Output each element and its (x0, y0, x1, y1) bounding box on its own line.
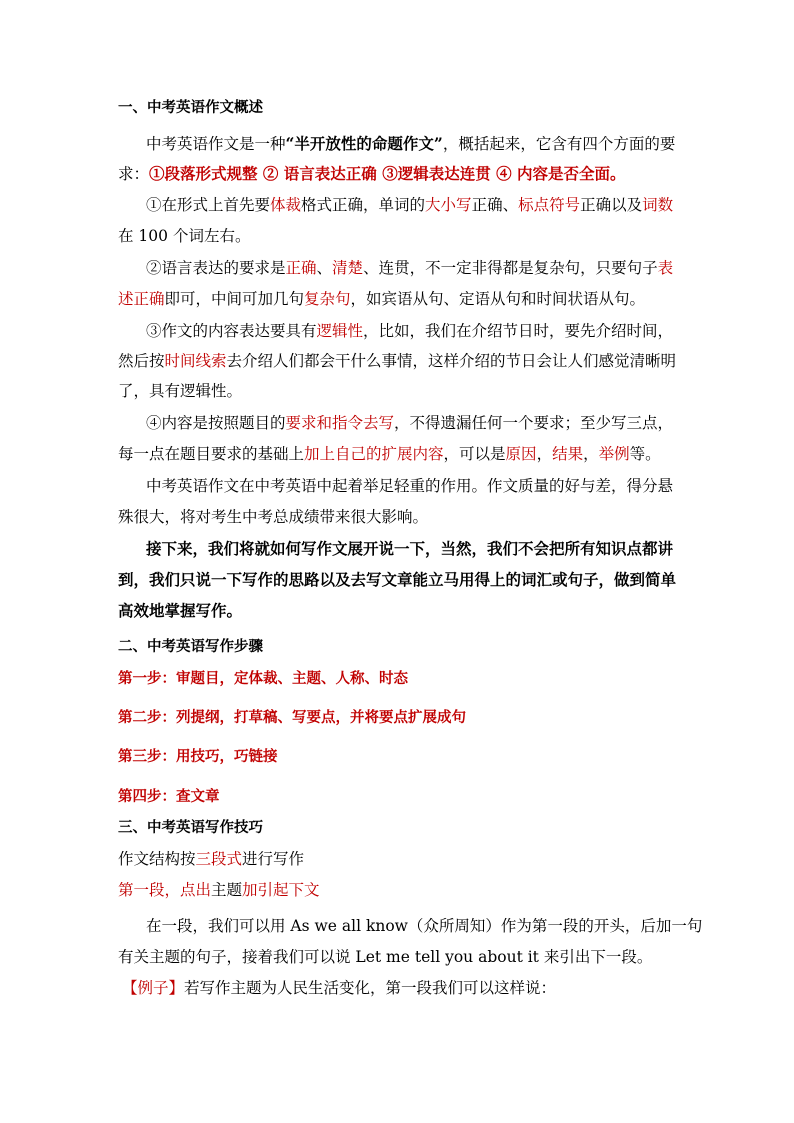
para-5-line-2 (118, 443, 661, 465)
highlight-text: 词数 (642, 196, 674, 214)
example-line (122, 977, 556, 999)
highlight-text: 表 (657, 259, 674, 277)
text: 去介绍人们都会干什么事情，这样介绍的节日会让人们感觉清晰明 (226, 352, 677, 370)
highlight-text: 逻辑性 (316, 322, 364, 340)
text: 中考英语作文是一种 (146, 135, 286, 153)
highlight-text: 大小写 (425, 196, 472, 214)
text: ①在形式上首先要 (146, 196, 271, 214)
text: ，概括起来，它含有四个方面的要 (442, 135, 676, 153)
highlight-text: 标点符号 (518, 196, 581, 214)
para-7-line-3: 高效地掌握写作。 (118, 601, 243, 620)
text: ， (536, 445, 553, 463)
text: 正确、 (471, 196, 519, 214)
text: ②语言表达的要求是 (146, 259, 286, 277)
highlight-text: 三段式 (195, 850, 243, 868)
text: ，不得遗漏任何一个要求；至少写三点， (394, 414, 674, 432)
text: 即可，中间可加几句 (164, 290, 305, 308)
highlight-text: 复杂句 (304, 290, 351, 308)
text: 主题 (211, 881, 243, 899)
text: 等。 (629, 445, 661, 463)
para-1-line-1 (146, 133, 675, 155)
step-3: 第三步：用技巧，巧链接 (118, 748, 278, 765)
section-3-title: 三、中考英语写作技巧 (118, 819, 263, 836)
text: 求： (118, 165, 150, 183)
highlight-text: 举例 (598, 445, 630, 463)
para-4-line-3: 了，具有逻辑性。 (118, 382, 243, 400)
para-3-line-2 (118, 288, 645, 310)
para-8-line-2: 有关主题的句子，接着我们可以说 Let me tell you about it 来引出下一段。 (118, 948, 653, 966)
text: ，可以是 (443, 445, 506, 463)
step-1: 第一步：审题目，定体裁、主题、人称、时态 (118, 670, 408, 687)
highlight-text: 结果 (552, 445, 584, 463)
example-tag: 【例子】 (122, 979, 185, 997)
highlight-text: 加引起下文 (242, 881, 320, 899)
para-2-line-2: 在 100 个词左右。 (118, 227, 251, 245)
text: 正确以及 (580, 196, 643, 214)
para-4-line-1 (146, 320, 673, 342)
text: 进行写作 (242, 850, 305, 868)
structure-line (118, 848, 304, 870)
highlight-text: 原因 (505, 445, 537, 463)
text: 每一点在题目要求的基础上 (118, 445, 305, 463)
highlight-text: 时间线索 (164, 352, 227, 370)
text: 、连贯，不一定非得都是复杂句，只要句子 (363, 259, 658, 277)
highlight-text: 清楚 (332, 259, 364, 277)
para-5-line-1 (146, 412, 673, 434)
step-2: 第二步：列提纲，打草稿、写要点，并将要点扩展成句 (118, 709, 466, 726)
highlight-text: 正确 (285, 259, 317, 277)
emphasis-text: “半开放性的命题作文” (285, 134, 443, 153)
para-6-line-1: 中考英语作文在中考英语中起着举足轻重的作用。作文质量的好与差，得分悬 (146, 477, 674, 495)
requirements-list: ①段落形式规整 ② 语言表达正确 ③逻辑表达连贯 ④ 内容是否全面。 (149, 164, 626, 183)
text: ④内容是按照题目的 (146, 414, 286, 432)
highlight-text: 体裁 (270, 196, 302, 214)
highlight-text: 述正确 (118, 290, 165, 308)
para-3-line-1 (146, 257, 673, 279)
text: ，比如，我们在介绍节日时，要先介绍时间， (363, 322, 674, 340)
text: 若写作主题为人民生活变化，第一段我们可以这样说： (184, 979, 557, 997)
text: 格式正确，单词的 (301, 196, 426, 214)
highlight-text: 第一段，点出 (118, 881, 212, 899)
step-4: 第四步：查文章 (118, 788, 220, 805)
text: 、 (316, 259, 333, 277)
highlight-text: 要求和指令去写 (285, 414, 395, 432)
para-6-line-2: 殊很大，将对考生中考总成绩带来很大影响。 (118, 508, 429, 526)
paragraph-one-line (118, 879, 320, 901)
para-2-line-1 (146, 194, 673, 216)
text: ，如宾语从句、定语从句和时间状语从句。 (350, 290, 646, 308)
section-1-title: 一、中考英语作文概述 (118, 99, 263, 116)
text: 作文结构按 (118, 850, 196, 868)
text: ③作文的内容表达要具有 (146, 322, 317, 340)
text: ， (583, 445, 599, 463)
text: 然后按 (118, 352, 165, 370)
para-1-line-2 (118, 163, 626, 185)
para-7-line-1: 接下来，我们将就如何写作文展开说一下，当然，我们不会把所有知识点都讲 (146, 539, 674, 558)
highlight-text: 加上自己的扩展内容 (304, 445, 444, 463)
section-2-title: 二、中考英语写作步骤 (118, 638, 263, 655)
para-7-line-2: 到，我们只说一下写作的思路以及去写文章能立马用得上的词汇或句子，做到简单 (118, 570, 677, 589)
para-8-line-1: 在一段，我们可以用 As we all know（众所周知）作为第一段的开头，后加一句 (146, 917, 703, 935)
para-4-line-2 (118, 350, 676, 372)
